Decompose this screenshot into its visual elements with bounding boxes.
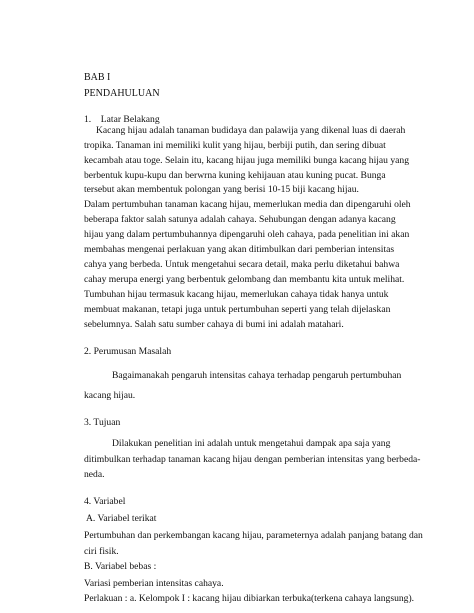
paragraph-line: tersebut akan membentuk polongan yang berisi 10-15 biji kacang hijau.	[84, 184, 359, 195]
paragraph-line: ditimbulkan terhadap tanaman kacang hijau dengan pemberian intensitas yang berbeda-	[84, 454, 421, 465]
paragraph-line: membahas mengenai perlakuan yang akan ditimbulkan dari pemberian intensitas	[84, 244, 395, 255]
paragraph-line: Dilakukan penelitian ini adalah untuk mengetahui dampak apa saja yang	[112, 438, 391, 449]
paragraph-line: Tumbuhan hijau termasuk kacang hijau, memerlukan cahaya tidak hanya untuk	[84, 289, 389, 300]
subheading-variabel-terikat: A. Variabel terikat	[86, 513, 157, 524]
paragraph-line: cahya yang berbeda. Untuk mengetahui secara detail, maka perlu diketahui bahwa	[84, 259, 400, 270]
paragraph-line: sebelumnya. Salah satu sumber cahaya di bumi ini adalah matahari.	[84, 319, 344, 330]
paragraph-line: Bagaimanakah pengaruh intensitas cahaya terhadap pengaruh pertumbuhan	[112, 370, 402, 381]
paragraph-line: hijau yang dalam pertumbuhannya dipengaruhi oleh cahaya, pada penelitian ini akan	[84, 229, 410, 240]
paragraph-line: kecambah atau toge. Selain itu, kacang hijau juga memiliki bunga kacang hijau yang	[84, 155, 410, 166]
paragraph-line: ciri fisik.	[84, 546, 119, 557]
paragraph-line: kacang hijau.	[84, 390, 136, 401]
chapter-number: BAB I	[84, 72, 111, 83]
paragraph-line: tropika. Tanaman ini memiliki kulit yang hijau, berbiji putih, dan sering dibuat	[84, 140, 386, 151]
paragraph-line: Dalam pertumbuhan tanaman kacang hijau, memerlukan media dan dipengaruhi oleh	[84, 199, 411, 210]
paragraph-line: beberapa faktor salah satunya adalah cahaya. Sehubungan dengan adanya kacang	[84, 214, 396, 225]
section-heading-variabel: 4. Variabel	[84, 496, 126, 507]
paragraph-line: Kacang hijau adalah tanaman budidaya dan palawija yang dikenal luas di daerah	[96, 125, 406, 136]
section-heading-tujuan: 3. Tujuan	[84, 417, 121, 428]
paragraph-line: neda.	[84, 469, 105, 480]
paragraph-line: Perlakuan : a. Kelompok I : kacang hijau dibiarkan terbuka(terkena cahaya langsung).	[84, 593, 415, 604]
paragraph-line: Variasi pemberian intensitas cahaya.	[84, 578, 224, 589]
section-heading-perumusan-masalah: 2. Perumusan Masalah	[84, 346, 172, 357]
paragraph-line: cahay merupa energi yang berbentuk gelombang dan membantu kita untuk melihat.	[84, 274, 405, 285]
paragraph-line: membuat makanan, tetapi juga untuk pertumbuhan seperti yang telah dijelaskan	[84, 304, 391, 315]
paragraph-line: Pertumbuhan dan perkembangan kacang hijau, parameternya adalah panjang batang dan	[84, 530, 423, 541]
chapter-title: PENDAHULUAN	[84, 88, 160, 99]
section-heading-latar-belakang: 1. Latar Belakang	[84, 114, 160, 125]
subheading-variabel-bebas: B. Variabel bebas :	[84, 561, 157, 572]
paragraph-line: berbentuk kupu-kupu dan berwrna kuning kehijauan atau kuning pucat. Bunga	[84, 170, 386, 181]
